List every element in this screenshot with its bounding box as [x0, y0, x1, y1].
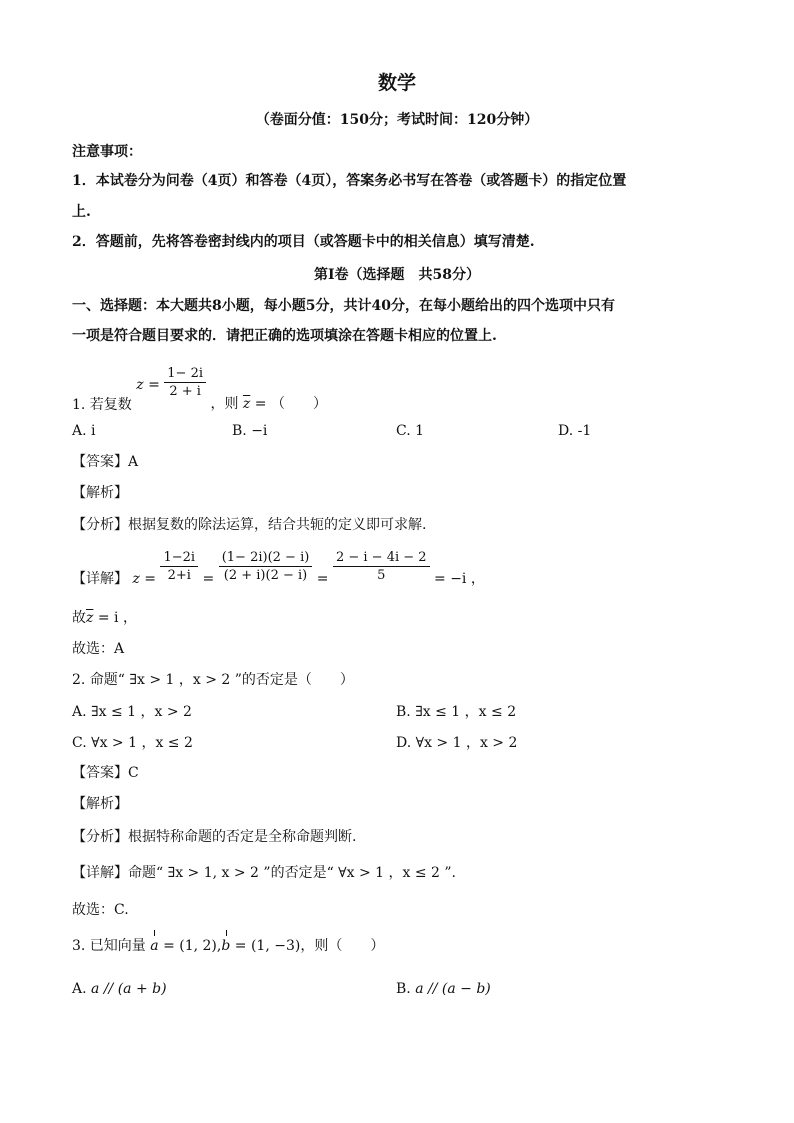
q1-detail-frac-2-num: (1− 2i)(2 − i)	[219, 549, 313, 567]
q1-option-c: C. 1	[396, 423, 425, 439]
q1-conclusion-prefix: 故	[72, 610, 86, 626]
q1-paren: = （ ）	[254, 395, 327, 412]
q1-detail-eq-2: =	[316, 570, 329, 587]
q1-option-a: A. i	[72, 423, 96, 439]
q3-option-a	[72, 980, 167, 998]
q3-vector-b: b	[221, 938, 231, 954]
q1-detail-frac-1-num: 1−2i	[160, 549, 198, 567]
q1-detail	[72, 549, 485, 587]
q3-option-a-expr: a // (a + b)	[91, 981, 167, 997]
q3-vector-a: a	[150, 938, 159, 954]
notice-item-1-line-2: 上.	[72, 204, 91, 220]
q1-option-d: D. -1	[558, 423, 592, 439]
q1-detail-eq-1: =	[202, 570, 215, 587]
q1-detail-frac-1-den: 2+i	[167, 568, 191, 583]
q1-choice: 故选：A	[72, 641, 125, 657]
question-3-stem	[72, 937, 384, 955]
q1-detail-frac-3	[333, 549, 430, 584]
q1-fraction-den: 2 + i	[169, 384, 201, 399]
q2-option-d: D. ∀x > 1 ，x > 2	[396, 735, 518, 751]
q2-option-c: C. ∀x > 1 ，x ≤ 2	[72, 735, 193, 751]
q1-detail-frac-3-num: 2 − i − 4i − 2	[333, 549, 430, 567]
q1-analysis: 【解析】	[72, 485, 128, 501]
q3-tail: ，则（ ）	[300, 938, 385, 954]
notice-item-1-line-1: 1．本试卷分为问卷（4页）和答卷（4页），答案务必书写在答卷（或答题卡）的指定位置	[72, 173, 627, 189]
q1-detail-z: z =	[132, 570, 157, 587]
q3-option-a-label: A.	[72, 981, 87, 997]
notice-heading: 注意事项：	[72, 144, 142, 160]
q1-fraction	[164, 365, 206, 400]
section-1-line-2: 一项是符合题目要求的．请把正确的选项填涂在答题卡相应的位置上.	[72, 328, 497, 344]
document-subtitle: （卷面分值：150分；考试时间：120分钟）	[255, 112, 539, 128]
q1-fraction-num: 1− 2i	[164, 365, 206, 383]
q2-fenxi: 【分析】根据特称命题的否定是全称命题判断.	[72, 829, 357, 845]
q3-option-b-expr: a // (a − b)	[415, 981, 491, 997]
q1-detail-frac-3-den: 5	[377, 568, 386, 583]
part-1-title: 第Ⅰ卷（选择题 共58分）	[313, 267, 481, 283]
q1-conclusion-zbar: $\overline{z}$	[86, 610, 94, 626]
q2-option-b: B. ∃x ≤ 1 ，x ≤ 2	[396, 704, 517, 720]
q2-choice: 故选：C.	[72, 902, 129, 918]
q1-option-b: B. −i	[232, 423, 268, 439]
q3-prefix: 3. 已知向量	[72, 938, 146, 954]
q1-answer: 【答案】A	[72, 454, 139, 470]
q1-zbar: $\overline{z}$	[242, 395, 251, 412]
document-title: 数学	[377, 72, 416, 94]
q1-z: z =	[136, 376, 160, 393]
q1-detail-frac-2-den: (2 + i)(2 − i)	[223, 568, 308, 583]
q1-detail-frac-1	[160, 549, 198, 584]
q3-vector-a-value: = (1, 2),	[158, 938, 222, 954]
question-2-stem: 2. 命题“ ∃x > 1 ，x > 2 ”的否定是（ ）	[72, 672, 354, 688]
q1-detail-frac-2	[219, 549, 313, 584]
q2-detail: 【详解】命题“ ∃x > 1, x > 2 ”的否定是“ ∀x > 1 ，x ≤ 2 ”.	[72, 865, 457, 881]
question-1-stem	[72, 362, 327, 413]
q2-answer: 【答案】C	[72, 765, 139, 781]
q1-conclusion-tail: = i ，	[93, 610, 137, 626]
q1-mid: ，则	[210, 395, 239, 412]
q3-vector-b-value: = (1, −3)	[230, 938, 301, 954]
q1-conclusion	[72, 609, 137, 627]
q3-option-b	[396, 980, 491, 998]
q3-option-b-label: B.	[396, 981, 411, 997]
q2-option-a: A. ∃x ≤ 1 ，x > 2	[72, 704, 192, 720]
q1-detail-label: 【详解】	[72, 570, 128, 587]
notice-item-2: 2．答题前，先将答卷密封线内的项目（或答题卡中的相关信息）填写清楚.	[72, 234, 535, 250]
q1-detail-tail: = −i ，	[434, 570, 485, 587]
section-1-line-1: 一、选择题：本大题共8小题，每小题5分，共计40分，在每小题给出的四个选项中只有	[72, 298, 615, 314]
q1-fenxi: 【分析】根据复数的除法运算，结合共轭的定义即可求解.	[72, 517, 427, 533]
q2-analysis: 【解析】	[72, 796, 128, 812]
q1-prefix: 1. 若复数	[72, 396, 132, 413]
